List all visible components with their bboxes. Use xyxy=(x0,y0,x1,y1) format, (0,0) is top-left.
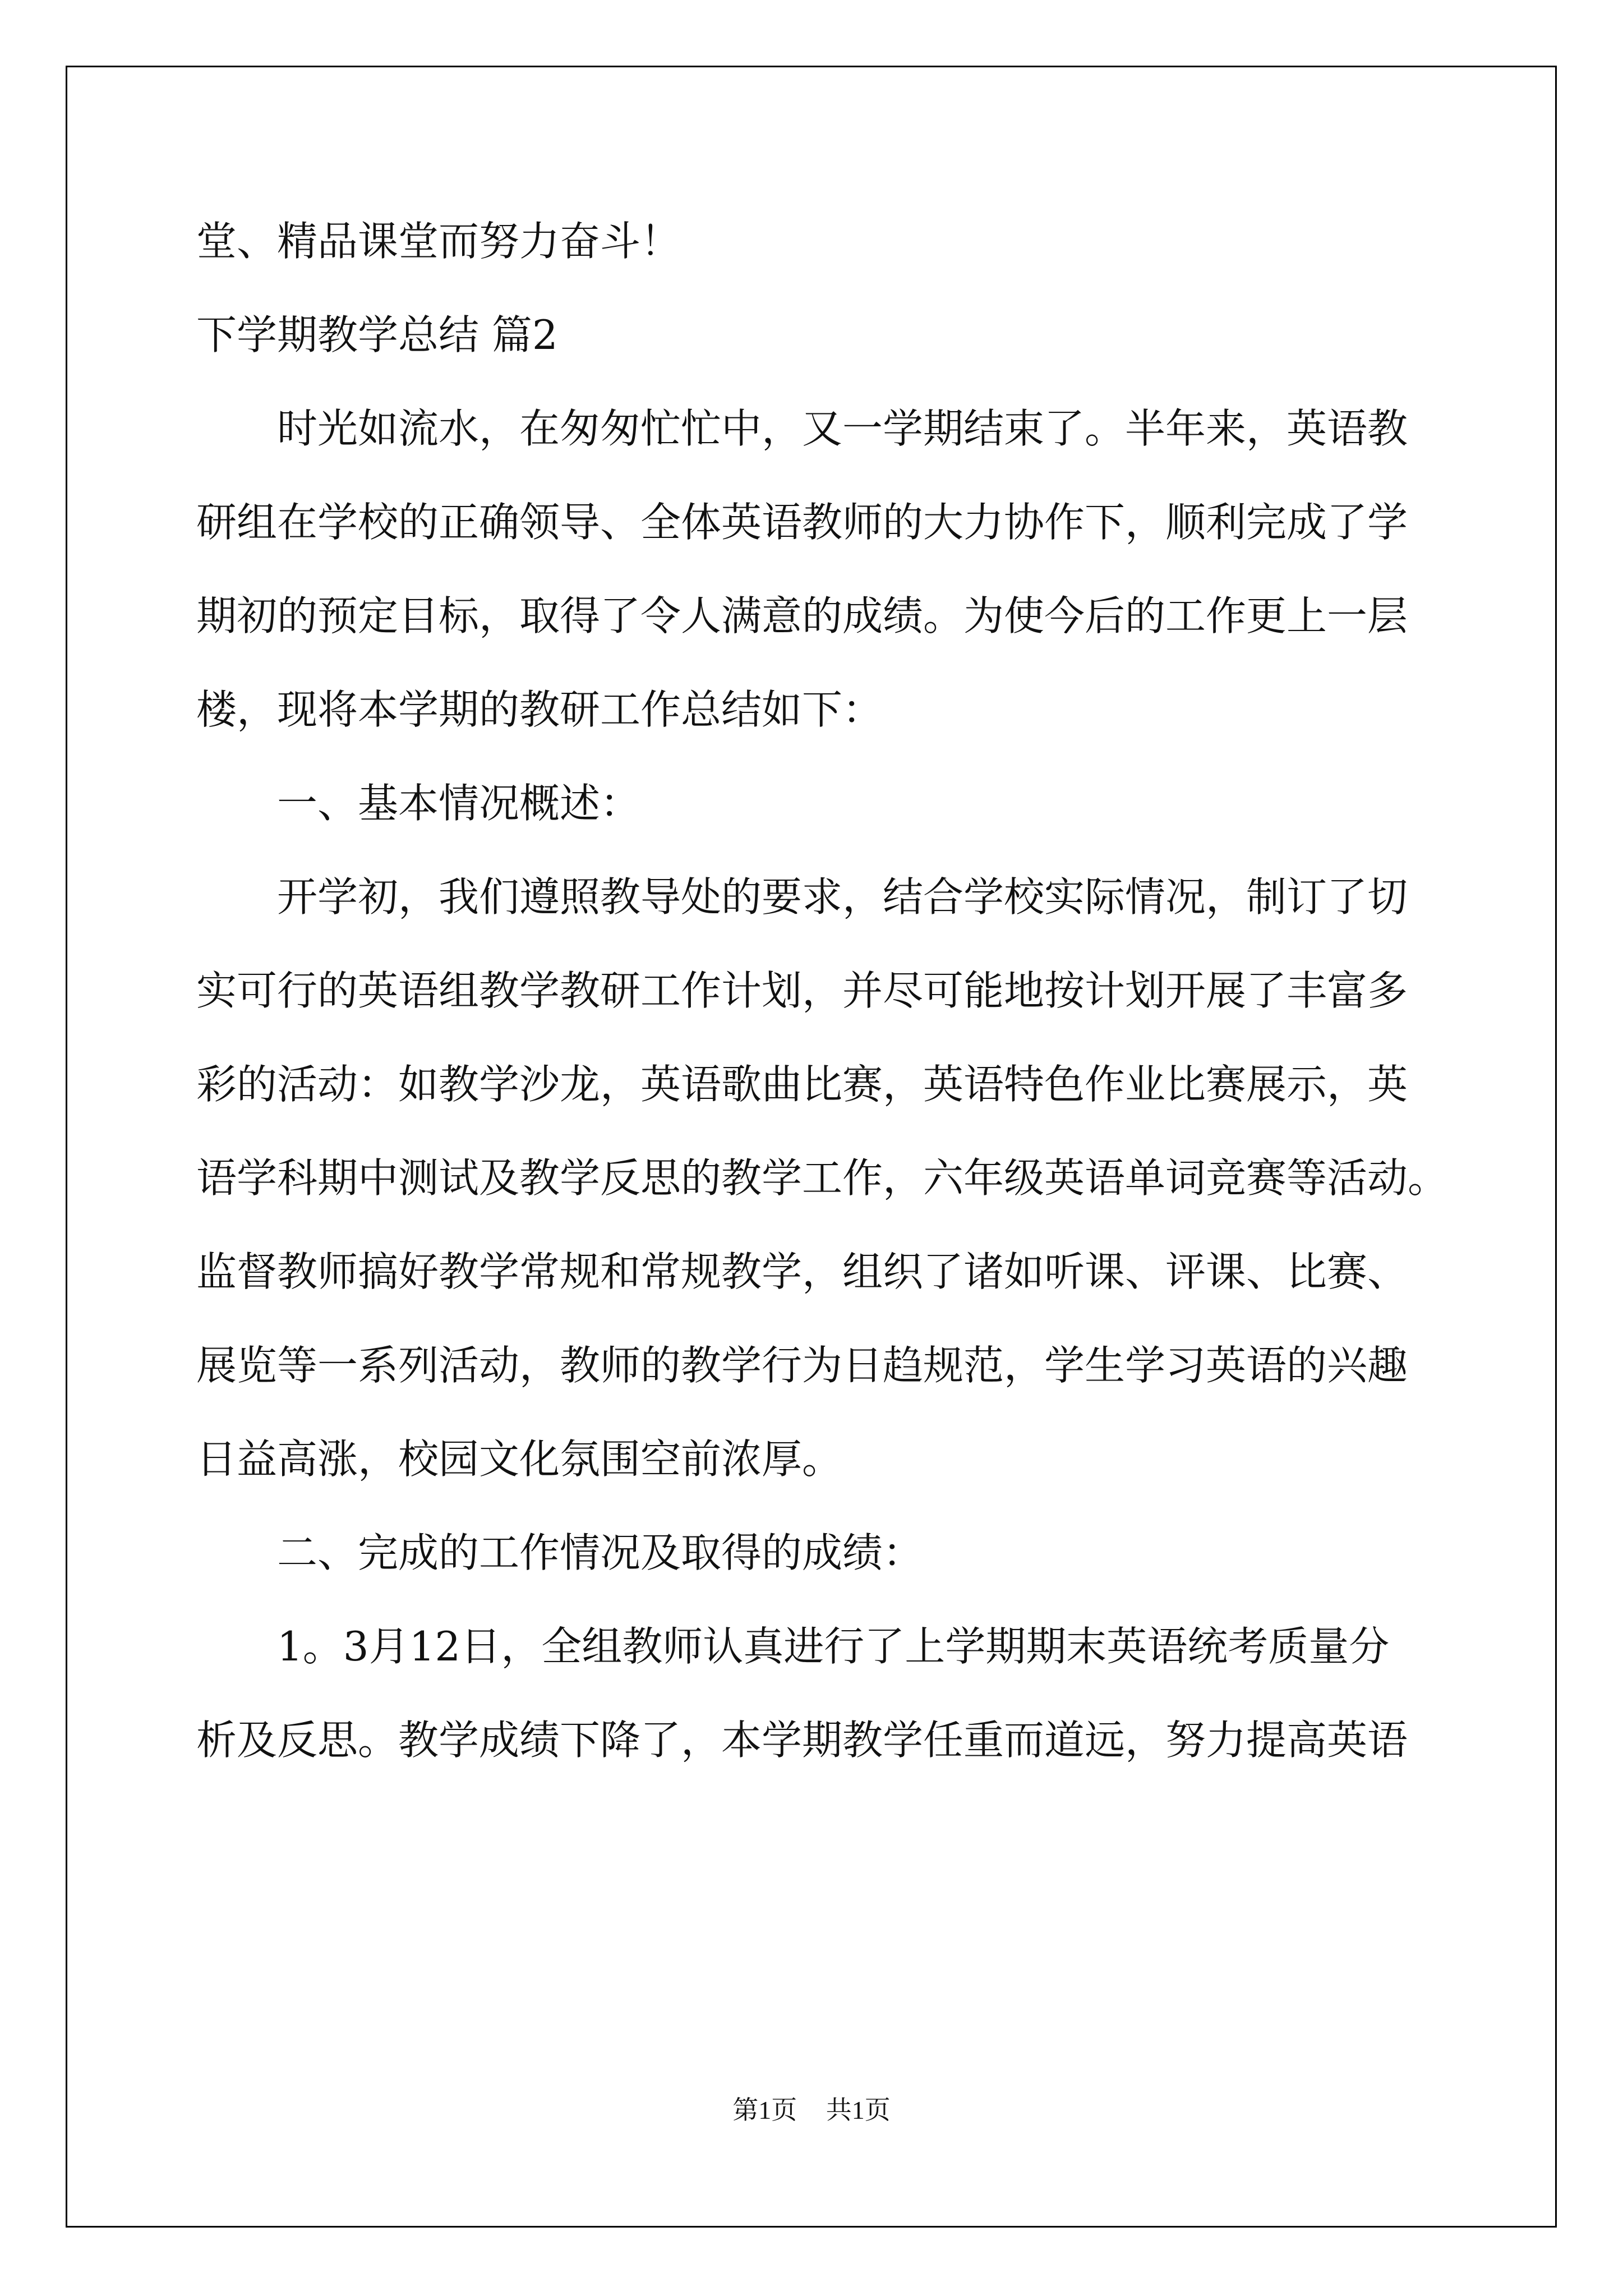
text-line: 语学科期中测试及教学反思的教学工作，六年级英语单词竞赛等活动。 xyxy=(196,1154,1449,1202)
text-line: 监督教师搞好教学常规和常规教学，组织了诸如听课、评课、比赛、 xyxy=(196,1248,1408,1295)
subheading: 二、完成的工作情况及取得的成绩： xyxy=(196,1529,924,1576)
text-line: 实可行的英语组教学教研工作计划，并尽可能地按计划开展了丰富多 xyxy=(196,967,1408,1014)
text-line: 开学初，我们遵照教导处的要求，结合学校实际情况，制订了切 xyxy=(196,873,1408,921)
page-number: 第1页 xyxy=(732,2096,797,2124)
text-line: 彩的活动：如教学沙龙，英语歌曲比赛，英语特色作业比赛展示，英 xyxy=(196,1061,1408,1108)
text-line: 日益高涨，校园文化氛围空前浓厚。 xyxy=(196,1435,843,1483)
subheading: 一、基本情况概述： xyxy=(196,780,641,827)
text-line: 展览等一系列活动，教师的教学行为日趋规范，学生学习英语的兴趣 xyxy=(196,1342,1408,1389)
text-line: 堂、精品课堂而努力奋斗！ xyxy=(196,218,681,265)
page-total: 共1页 xyxy=(826,2096,891,2124)
text-line: 时光如流水，在匆匆忙忙中，又一学期结束了。半年来，英语教 xyxy=(196,405,1408,452)
page-footer xyxy=(0,2090,1623,2127)
text-line: 析及反思。教学成绩下降了，本学期教学任重而道远，努力提高英语 xyxy=(196,1717,1408,1764)
text-line: 1。3月12日，全组教师认真进行了上学期期末英语统考质量分 xyxy=(196,1623,1390,1670)
document-body xyxy=(196,216,1475,1809)
text-line: 楼，现将本学期的教研工作总结如下： xyxy=(196,686,883,733)
text-line: 期初的预定目标，取得了令人满意的成绩。为使今后的工作更上一层 xyxy=(196,592,1408,639)
text-line: 研组在学校的正确领导、全体英语教师的大力协作下，顺利完成了学 xyxy=(196,499,1408,546)
section-heading: 下学期教学总结 篇2 xyxy=(196,311,558,358)
